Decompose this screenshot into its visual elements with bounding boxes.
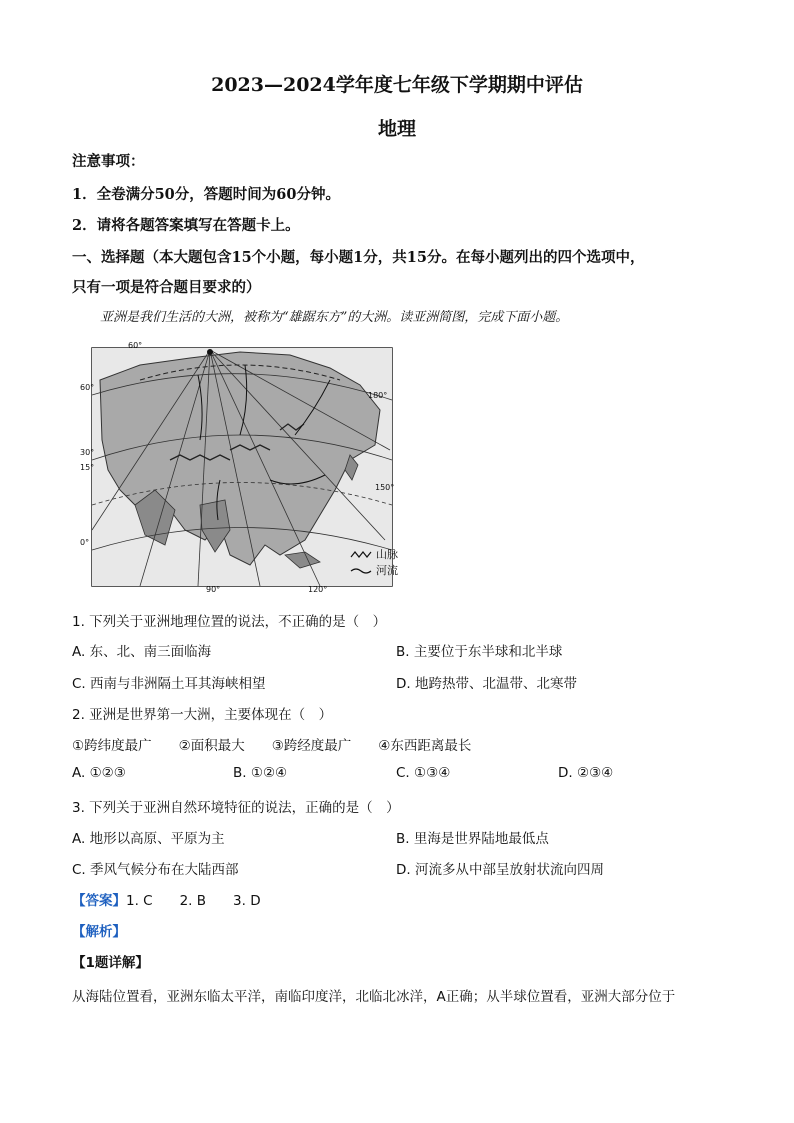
question-1-stem: 1. 下列关于亚洲地理位置的说法，不正确的是（ ） (72, 614, 387, 630)
north-pole-marker (207, 349, 213, 355)
q2-statement-items: ①跨纬度最广 ②面积最大 ③跨经度最广 ④东西距离最长 (72, 738, 472, 754)
q3-option-a: A. 地形以高原、平原为主 (72, 831, 225, 847)
legend-river: 河流 (350, 562, 398, 578)
q2-option-d: D. ②③④ (558, 765, 614, 781)
analysis-text: 从海陆位置看，亚洲东临太平洋，南临印度洋，北临北冰洋，A正确；从半球位置看，亚洲大部分位于 (72, 989, 676, 1005)
mountain-symbol-icon (350, 549, 372, 559)
q2-option-b: B. ①②④ (233, 765, 288, 781)
question-3-stem: 3. 下列关于亚洲自然环境特征的说法，正确的是（ ） (72, 800, 400, 816)
lon-label-180: 180° (368, 391, 388, 400)
legend-mountain: 山脉 (350, 546, 398, 562)
q1-option-b: B. 主要位于东半球和北半球 (396, 644, 563, 660)
lon-label-120: 120° (308, 585, 328, 594)
lat-label-30: 30° (80, 448, 95, 457)
note-item-1: 1．全卷满分50分，答题时间为60分钟。 (72, 186, 340, 203)
lon-label-60: 60° (128, 341, 143, 350)
section-heading-line1: 一、选择题（本大题包含15个小题，每小题1分，共15分。在每小题列出的四个选项中， (72, 249, 645, 266)
q3-option-d: D. 河流多从中部呈放射状流向四周 (396, 862, 604, 878)
q2-option-c: C. ①③④ (396, 765, 451, 781)
analysis-tag: 【解析】 (72, 924, 126, 940)
q3-option-c: C. 季风气候分布在大陆西部 (72, 862, 239, 878)
q2-option-a: A. ①②③ (72, 765, 126, 781)
q3-option-b: B. 里海是世界陆地最低点 (396, 831, 549, 847)
lon-label-150: 150° (375, 483, 395, 492)
q1-option-d: D. 地跨热带、北温带、北寒带 (396, 676, 577, 692)
q1-option-c: C. 西南与非洲隔土耳其海峡相望 (72, 676, 266, 692)
map-legend (350, 546, 398, 578)
subject-title: 地理 (377, 118, 416, 140)
question-intro: 亚洲是我们生活的大洲，被称为“雄踞东方”的大洲。读亚洲简图，完成下面小题。 (100, 310, 569, 325)
lat-label-15: 15° (80, 463, 95, 472)
analysis-subheading: 【1题详解】 (72, 955, 149, 971)
notes-heading: 注意事项： (72, 153, 145, 170)
exam-title: 2023—2024学年度七年级下学期期中评估 (211, 74, 583, 96)
lat-label-60: 60° (80, 383, 95, 392)
lat-label-0: 0° (80, 538, 90, 547)
answer-row (72, 889, 261, 909)
section-heading-line2: 只有一项是符合题目要求的） (72, 279, 261, 296)
answer-values: 1. C 2. B 3. D (126, 893, 261, 909)
q1-option-a: A. 东、北、南三面临海 (72, 644, 212, 660)
question-2-stem: 2. 亚洲是世界第一大洲，主要体现在（ ） (72, 707, 333, 723)
note-item-2: 2．请将各题答案填写在答题卡上。 (72, 217, 300, 234)
lon-label-90: 90° (206, 585, 221, 594)
answer-tag: 【答案】 (72, 893, 126, 909)
river-symbol-icon (350, 565, 372, 575)
